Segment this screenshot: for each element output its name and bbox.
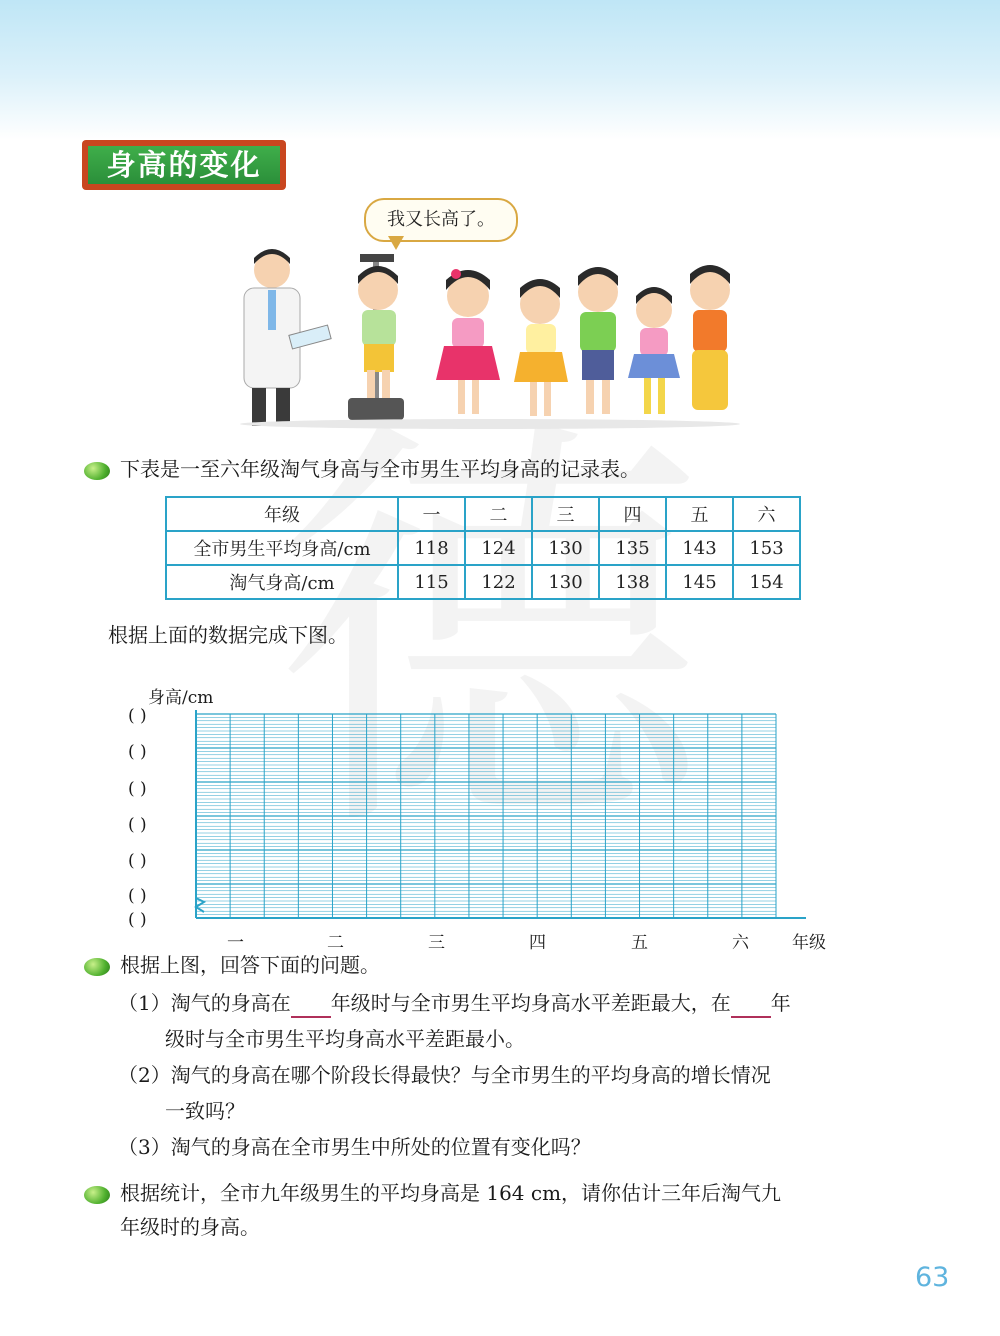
table-cell: 154 — [733, 565, 800, 599]
question-3: （3）淘气的身高在全市男生中所处的位置有变化吗？ — [118, 1135, 591, 1159]
top-band — [0, 0, 1000, 140]
instruction-text: 根据上面的数据完成下图。 — [108, 623, 348, 647]
x-tick-label: 一 — [227, 933, 244, 953]
table-header-cell: 六 — [733, 497, 800, 531]
q1-end: 年 — [770, 991, 791, 1015]
girl-yellow-skirt — [514, 279, 568, 416]
boy-orange-vest — [690, 265, 730, 410]
table-cell: 145 — [666, 565, 733, 599]
table-cell: 115 — [398, 565, 465, 599]
illustration-children-measuring — [230, 240, 750, 435]
doctor-figure — [244, 249, 331, 426]
y-tick-label: ( ) — [128, 742, 147, 762]
y-tick-label: ( ) — [128, 851, 147, 871]
table-cell: 130 — [532, 565, 599, 599]
table-cell: 153 — [733, 531, 800, 565]
boy-green-shirt — [578, 267, 618, 414]
data-table — [165, 496, 801, 600]
bullet-icon — [84, 462, 110, 480]
table-cell: 122 — [465, 565, 532, 599]
axis-break-mark — [196, 898, 204, 912]
scale — [348, 398, 404, 420]
table-cell: 143 — [666, 531, 733, 565]
question-1 — [118, 988, 791, 1018]
question-2-line2: 一致吗？ — [165, 1099, 245, 1123]
table-header-cell: 三 — [532, 497, 599, 531]
table-header-cell: 一 — [398, 497, 465, 531]
intro-text: 下表是一至六年级淘气身高与全市男生平均身高的记录表。 — [120, 457, 640, 481]
y-tick-label: ( ) — [128, 706, 147, 726]
table-row — [166, 565, 800, 599]
y-tick-label: ( ) — [128, 910, 147, 930]
bullet-icon — [84, 958, 110, 976]
question-2: （2）淘气的身高在哪个阶段长得最快？与全市男生的平均身高的增长情况 — [118, 1063, 771, 1087]
answer-blank[interactable] — [731, 994, 771, 1018]
q1-prefix: （1）淘气的身高在 — [118, 991, 291, 1015]
table-cell: 124 — [465, 531, 532, 565]
chart-grid — [190, 708, 830, 938]
question-intro: 根据上图，回答下面的问题。 — [120, 953, 380, 977]
section-title: 身高的变化 — [88, 146, 280, 184]
table-header-cell: 四 — [599, 497, 666, 531]
table-header-cell: 年级 — [166, 497, 398, 531]
girl-small — [628, 287, 680, 414]
answer-blank[interactable] — [291, 994, 331, 1018]
table-cell: 118 — [398, 531, 465, 565]
final-question-line2: 年级时的身高。 — [120, 1215, 260, 1239]
section-title-box — [82, 140, 286, 190]
y-tick-label: ( ) — [128, 886, 147, 906]
x-tick-label: 三 — [428, 933, 445, 953]
table-header-cell: 二 — [465, 497, 532, 531]
table-row — [166, 531, 800, 565]
table-cell: 135 — [599, 531, 666, 565]
q1-mid: 年级时与全市男生平均身高水平差距最大，在 — [330, 991, 731, 1015]
chart-ylabel: 身高/cm — [148, 688, 214, 708]
table-header-cell: 五 — [666, 497, 733, 531]
girl-pink-dress — [436, 269, 500, 414]
table-row — [166, 497, 800, 531]
x-tick-label: 五 — [631, 933, 648, 953]
final-question: 根据统计，全市九年级男生的平均身高是 164 cm，请你估计三年后淘气九 — [120, 1181, 782, 1205]
table-row-label: 淘气身高/cm — [166, 565, 398, 599]
table-row-label: 全市男生平均身高/cm — [166, 531, 398, 565]
bullet-icon — [84, 1186, 110, 1204]
table-cell: 138 — [599, 565, 666, 599]
y-tick-label: ( ) — [128, 779, 147, 799]
chart-xlabel: 年级 — [792, 933, 826, 953]
question-1-line2: 级时与全市男生平均身高水平差距最小。 — [165, 1027, 525, 1051]
y-tick-label: ( ) — [128, 815, 147, 835]
page-number: 63 — [915, 1262, 950, 1293]
x-tick-label: 四 — [529, 933, 546, 953]
x-tick-label: 六 — [732, 933, 749, 953]
speech-bubble: 我又长高了。 — [364, 198, 518, 242]
table-cell: 130 — [532, 531, 599, 565]
x-tick-label: 二 — [327, 933, 344, 953]
